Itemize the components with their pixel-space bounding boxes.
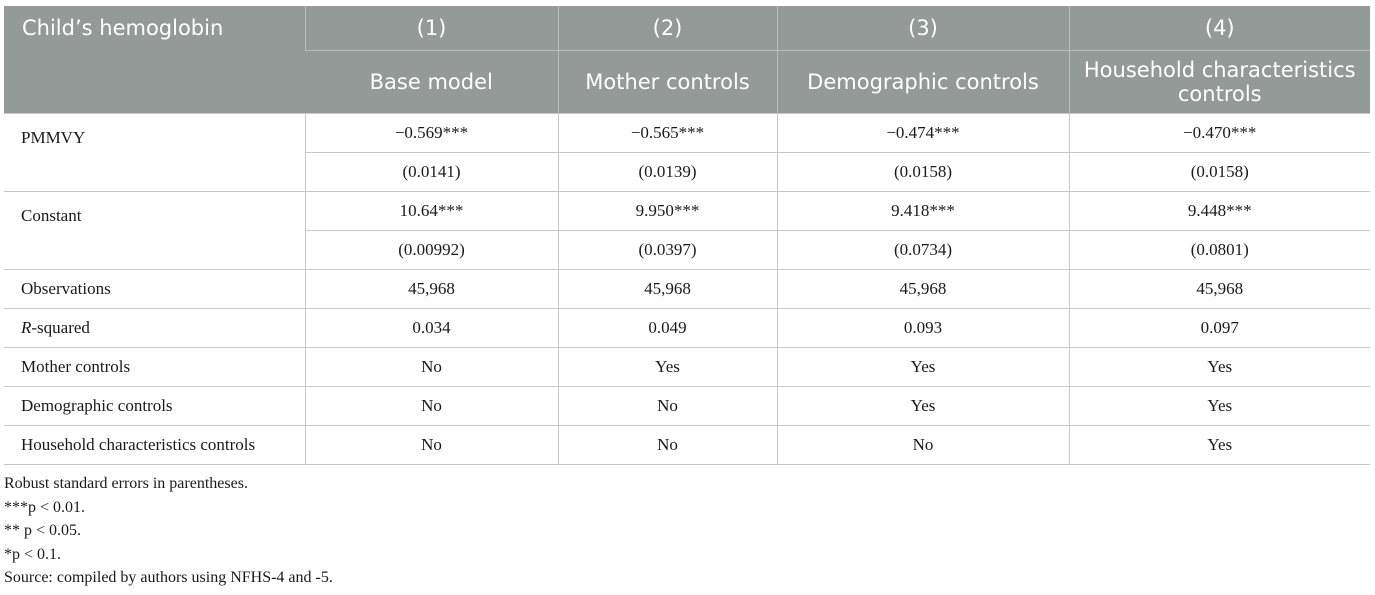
value-cell: Yes bbox=[777, 348, 1069, 387]
coefficient-cell: 10.64*** bbox=[305, 192, 558, 231]
table-row bbox=[4, 348, 1370, 387]
column-name: Base model bbox=[305, 51, 558, 114]
standard-error-cell: (0.00992) bbox=[305, 231, 558, 270]
row-label-household-controls: Household characteristics controls bbox=[4, 426, 305, 465]
value-cell: No bbox=[305, 387, 558, 426]
value-cell: 0.097 bbox=[1069, 309, 1370, 348]
rsquared-label-rest: -squared bbox=[31, 318, 90, 337]
row-label-constant: Constant bbox=[4, 192, 305, 270]
footnote: ** p < 0.05. bbox=[4, 522, 82, 539]
table-footnotes bbox=[4, 472, 333, 590]
footnote: Source: compiled by authors using NFHS-4 and -5. bbox=[4, 569, 333, 586]
standard-error-cell: (0.0141) bbox=[305, 153, 558, 192]
row-label-mother-controls: Mother controls bbox=[4, 348, 305, 387]
table-row bbox=[4, 192, 1370, 231]
value-cell: Yes bbox=[777, 387, 1069, 426]
row-label-demographic-controls: Demographic controls bbox=[4, 387, 305, 426]
value-cell: 45,968 bbox=[558, 270, 777, 309]
value-cell: Yes bbox=[558, 348, 777, 387]
table-row bbox=[4, 270, 1370, 309]
rsquared-label-italic: R bbox=[21, 318, 32, 337]
table-row bbox=[4, 426, 1370, 465]
table-row bbox=[4, 309, 1370, 348]
coefficient-cell: −0.565*** bbox=[558, 114, 777, 153]
standard-error-cell: (0.0801) bbox=[1069, 231, 1370, 270]
standard-error-cell: (0.0397) bbox=[558, 231, 777, 270]
column-name: Household characteristics controls bbox=[1069, 51, 1370, 114]
value-cell: No bbox=[777, 426, 1069, 465]
value-cell: 45,968 bbox=[305, 270, 558, 309]
coefficient-cell: −0.569*** bbox=[305, 114, 558, 153]
table-row bbox=[4, 387, 1370, 426]
column-name: Demographic controls bbox=[777, 51, 1069, 114]
row-label-pmmvy: PMMVY bbox=[4, 114, 305, 192]
footnote: Robust standard errors in parentheses. bbox=[4, 475, 248, 492]
row-label-rsquared bbox=[4, 309, 305, 348]
column-number: (3) bbox=[777, 6, 1069, 51]
value-cell: No bbox=[305, 426, 558, 465]
regression-table bbox=[4, 6, 1370, 465]
column-number: (1) bbox=[305, 6, 558, 51]
coefficient-cell: −0.474*** bbox=[777, 114, 1069, 153]
value-cell: No bbox=[558, 387, 777, 426]
value-cell: 0.034 bbox=[305, 309, 558, 348]
standard-error-cell: (0.0158) bbox=[777, 153, 1069, 192]
value-cell: Yes bbox=[1069, 348, 1370, 387]
value-cell: Yes bbox=[1069, 426, 1370, 465]
value-cell: No bbox=[305, 348, 558, 387]
coefficient-cell: 9.950*** bbox=[558, 192, 777, 231]
value-cell: Yes bbox=[1069, 387, 1370, 426]
table-body bbox=[4, 114, 1370, 465]
table-row bbox=[4, 114, 1370, 153]
column-name: Mother controls bbox=[558, 51, 777, 114]
value-cell: 45,968 bbox=[777, 270, 1069, 309]
row-label-observations: Observations bbox=[4, 270, 305, 309]
footnote: ***p < 0.01. bbox=[4, 498, 86, 516]
standard-error-cell: (0.0734) bbox=[777, 231, 1069, 270]
standard-error-cell: (0.0139) bbox=[558, 153, 777, 192]
stub-header: Child’s hemoglobin bbox=[4, 6, 305, 114]
value-cell: 0.049 bbox=[558, 309, 777, 348]
coefficient-cell: 9.418*** bbox=[777, 192, 1069, 231]
footnote: *p < 0.1. bbox=[4, 545, 62, 563]
value-cell: 0.093 bbox=[777, 309, 1069, 348]
value-cell: No bbox=[558, 426, 777, 465]
column-number: (4) bbox=[1069, 6, 1370, 51]
value-cell: 45,968 bbox=[1069, 270, 1370, 309]
table-header bbox=[4, 6, 1370, 114]
standard-error-cell: (0.0158) bbox=[1069, 153, 1370, 192]
column-number: (2) bbox=[558, 6, 777, 51]
coefficient-cell: −0.470*** bbox=[1069, 114, 1370, 153]
coefficient-cell: 9.448*** bbox=[1069, 192, 1370, 231]
